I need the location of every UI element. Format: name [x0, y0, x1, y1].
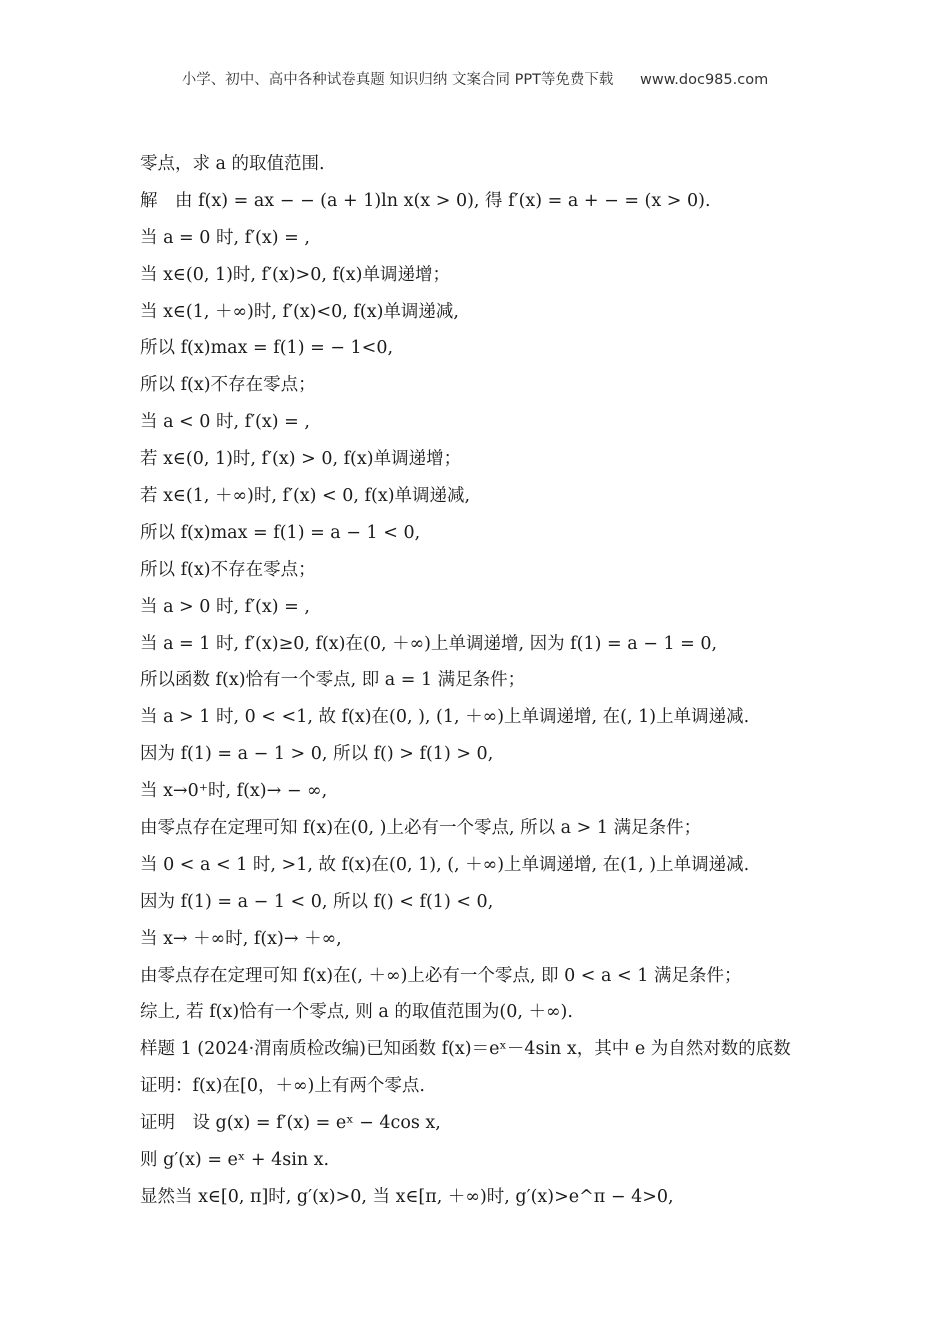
text-line: 当 a > 0 时, f′(x) = ,	[140, 596, 310, 617]
text-line: 当 x→ ＋∞时, f(x)→ ＋∞,	[140, 928, 342, 949]
text-line: 当 x∈(1, ＋∞)时, f′(x)<0, f(x)单调递减,	[140, 301, 459, 322]
text-line: 当 a = 0 时, f′(x) = ,	[140, 227, 310, 248]
header-text: 小学、初中、高中各种试卷真题 知识归纳 文案合同 PPT等免费下载	[181, 72, 614, 88]
page-header	[0, 68, 950, 89]
text-line: 若 x∈(0, 1)时, f′(x) > 0, f(x)单调递增；	[140, 449, 462, 470]
text-line: 若 x∈(1, ＋∞)时, f′(x) < 0, f(x)单调递减,	[140, 486, 471, 507]
text-line: 当 a = 1 时, f′(x)≥0, f(x)在(0, ＋∞)上单调递增, 因为 f(1) = a − 1 = 0,	[140, 633, 718, 654]
text-line: 当 a > 1 时, 0 < <1, 故 f(x)在(0, ), (1, ＋∞)上单调递增, 在(, 1)上单调递减.	[140, 707, 750, 728]
text-line: 所以 f(x)不存在零点；	[140, 559, 316, 580]
text-line: 所以函数 f(x)恰有一个零点, 即 a = 1 满足条件；	[140, 670, 526, 691]
text-line: 则 g′(x) = eˣ + 4sin x.	[140, 1150, 330, 1171]
text-line: 当 a < 0 时, f′(x) = ,	[140, 412, 310, 433]
text-line: 由零点存在定理可知 f(x)在(, ＋∞)上必有一个零点, 即 0 < a < 1 满足条件；	[140, 965, 742, 986]
text-line: 当 x→0⁺时, f(x)→ − ∞,	[140, 781, 328, 802]
text-line: 所以 f(x)max = f(1) = − 1<0,	[140, 338, 394, 359]
header-site: www.doc985.com	[640, 72, 769, 88]
document-body	[140, 146, 830, 1216]
text-line: 当 0 < a < 1 时, >1, 故 f(x)在(0, 1), (, ＋∞)上单调递增, 在(1, )上单调递减.	[140, 854, 750, 875]
text-line: 因为 f(1) = a − 1 < 0, 所以 f() < f(1) < 0,	[140, 891, 494, 912]
text-line: 因为 f(1) = a − 1 > 0, 所以 f() > f(1) > 0,	[140, 744, 494, 765]
text-line: 显然当 x∈[0, π]时, g′(x)>0, 当 x∈[π, ＋∞)时, g′(x)>e^π − 4>0,	[140, 1186, 674, 1207]
text-line: 综上, 若 f(x)恰有一个零点, 则 a 的取值范围为(0, ＋∞).	[140, 1002, 573, 1023]
text-line: 当 x∈(0, 1)时, f′(x)>0, f(x)单调递增；	[140, 264, 450, 285]
text-line: 所以 f(x)max = f(1) = a − 1 < 0,	[140, 522, 421, 543]
text-line: 零点，求 a 的取值范围.	[140, 154, 325, 174]
text-line: 样题 1 (2024·渭南质检改编)已知函数 f(x)＝eˣ－4sin x，其中 e 为自然对数的底数	[140, 1039, 791, 1060]
text-line: 证明：f(x)在[0，＋∞)上有两个零点.	[140, 1076, 425, 1097]
text-line: 证明 设 g(x) = f′(x) = eˣ − 4cos x,	[140, 1113, 441, 1134]
text-line: 由零点存在定理可知 f(x)在(0, )上必有一个零点, 所以 a > 1 满足条件；	[140, 818, 702, 839]
text-line: 解 由 f(x) = ax − − (a + 1)ln x(x > 0), 得 f′(x) = a + − = (x > 0).	[140, 190, 711, 211]
text-line: 所以 f(x)不存在零点；	[140, 375, 316, 396]
